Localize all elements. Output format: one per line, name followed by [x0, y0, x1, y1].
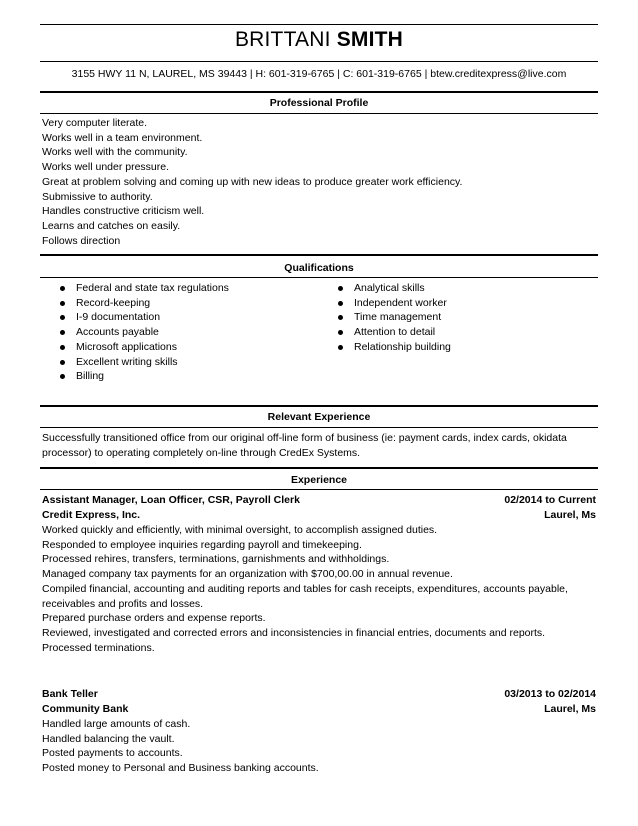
qualification-item	[60, 281, 229, 296]
qualification-item	[60, 325, 229, 340]
qualification-item	[338, 281, 451, 296]
top-rule	[40, 24, 598, 25]
profile-line: Very computer literate.	[42, 117, 148, 129]
duty-line: Prepared purchase orders and expense reports.	[42, 612, 266, 625]
duty-line: receivables and profits and losses.	[42, 597, 204, 610]
bullet-icon	[60, 345, 65, 350]
qualifications-list-right	[338, 281, 451, 355]
relevant-rule-bottom	[40, 427, 598, 428]
resume-page	[40, 0, 598, 826]
qualification-label: Relationship building	[354, 340, 451, 353]
qualification-label: Attention to detail	[354, 326, 436, 339]
contact-info: 3155 HWY 11 N, LAUREL, MS 39443 | H: 601-319-6765 | C: 601-319-6765 | btew.creditexpress@live.com	[71, 68, 567, 80]
profile-line: Works well under pressure.	[42, 161, 170, 174]
bullet-icon	[60, 286, 65, 291]
qualifications-list-left	[60, 281, 229, 384]
bullet-icon	[60, 360, 65, 365]
job-title: Bank Teller	[42, 688, 98, 700]
first-name: BRITTANI	[234, 28, 331, 51]
qualification-label: Billing	[76, 370, 105, 383]
qualification-item	[60, 355, 229, 370]
relevant-heading: Relevant Experience	[267, 411, 371, 423]
qualification-label: I-9 documentation	[76, 311, 161, 324]
qualification-label: Accounts payable	[76, 326, 159, 339]
qualification-item	[338, 325, 451, 340]
profile-heading: Professional Profile	[269, 97, 369, 109]
job-company: Community Bank	[42, 703, 129, 715]
bullet-icon	[338, 330, 343, 335]
profile-line: Handles constructive criticism well.	[42, 205, 205, 218]
bullet-icon	[338, 315, 343, 320]
relevant-line: Successfully transitioned office from our original off-line form of business (ie: payment cards, index cards, okidata	[42, 432, 567, 444]
duty-line: Posted payments to accounts.	[42, 747, 183, 760]
profile-line: Works well with the community.	[42, 146, 188, 159]
qualifications-rule-top	[40, 254, 598, 256]
duty-line: Processed rehires, transfers, terminations, garnishments and withholdings.	[42, 553, 390, 566]
experience-heading: Experience	[290, 474, 348, 486]
qualification-label: Federal and state tax regulations	[76, 282, 229, 294]
relevant-rule-top	[40, 405, 598, 407]
relevant-text	[42, 431, 598, 460]
bullet-icon	[338, 345, 343, 350]
duty-line: Reviewed, investigated and corrected errors and inconsistencies in financial entries, documents and reports.	[42, 626, 546, 639]
bullet-icon	[60, 301, 65, 306]
duty-line: Worked quickly and efficiently, with minimal oversight, to accomplish assigned duties.	[42, 524, 438, 536]
qualification-label: Excellent writing skills	[76, 355, 178, 368]
bullet-icon	[60, 315, 65, 320]
experience-rule-bottom	[40, 489, 598, 490]
profile-line: Submissive to authority.	[42, 190, 153, 203]
duty-line: Handled large amounts of cash.	[42, 718, 191, 730]
qualification-label: Record-keeping	[76, 296, 151, 309]
duty-line: Posted money to Personal and Business banking accounts.	[42, 762, 319, 775]
job-dates: 02/2014 to Current	[504, 494, 596, 506]
qualification-item	[60, 310, 229, 325]
profile-line: Great at problem solving and coming up with new ideas to produce greater work efficiency.	[42, 175, 463, 188]
job-location: Laurel, Ms	[544, 509, 596, 521]
qualification-item	[60, 340, 229, 355]
job-location: Laurel, Ms	[544, 703, 596, 715]
bullet-icon	[60, 374, 65, 379]
profile-line: Learns and catches on easily.	[42, 219, 181, 232]
qualification-item	[60, 369, 229, 384]
profile-text	[42, 116, 598, 248]
last-name: SMITH	[336, 28, 404, 51]
profile-line: Follows direction	[42, 234, 121, 247]
job-2-duties	[42, 717, 598, 776]
bullet-icon	[338, 286, 343, 291]
job-dates: 03/2013 to 02/2014	[504, 688, 596, 700]
qualification-item	[60, 296, 229, 311]
profile-rule-bottom	[40, 113, 598, 114]
duty-line: Responded to employee inquiries regarding payroll and timekeeping.	[42, 538, 362, 551]
profile-rule-top	[40, 91, 598, 93]
experience-rule-top	[40, 467, 598, 469]
qualification-item	[338, 296, 451, 311]
qualification-label: Time management	[354, 311, 442, 324]
duty-line: Compiled financial, accounting and auditing reports and tables for cash receipts, expenditures, accounts payable,	[42, 582, 568, 595]
name-rule	[40, 61, 598, 62]
relevant-line: processor) to operating completely on-line through CredEx Systems.	[42, 446, 361, 459]
duty-line: Managed company tax payments for an organization with $700,00.00 in annual revenue.	[42, 568, 453, 581]
bullet-icon	[60, 330, 65, 335]
qualification-label: Analytical skills	[354, 282, 425, 294]
duty-line: Processed terminations.	[42, 641, 155, 654]
duty-line: Handled balancing the vault.	[42, 732, 175, 745]
candidate-name	[40, 28, 598, 52]
job-company: Credit Express, Inc.	[42, 509, 141, 521]
job-title: Assistant Manager, Loan Officer, CSR, Payroll Clerk	[42, 494, 300, 506]
qualification-item	[338, 310, 451, 325]
bullet-icon	[338, 301, 343, 306]
qualification-label: Microsoft applications	[76, 340, 177, 353]
job-1-duties	[42, 523, 598, 655]
profile-line: Works well in a team environment.	[42, 131, 203, 144]
qualifications-heading: Qualifications	[284, 262, 354, 274]
qualification-label: Independent worker	[354, 296, 447, 309]
qualification-item	[338, 340, 451, 355]
qualifications-rule-bottom	[40, 277, 598, 278]
